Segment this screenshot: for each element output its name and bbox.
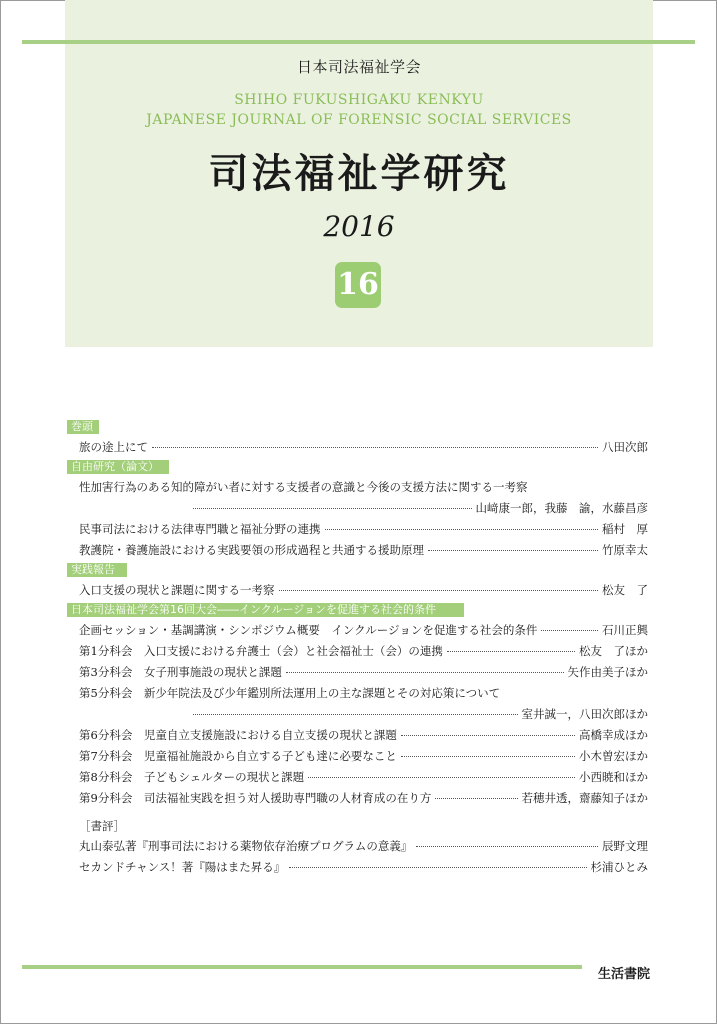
entry-title: 第7分科会 児童福祉施設から自立する子ども達に必要なこと	[79, 749, 397, 763]
toc-entry	[67, 790, 648, 806]
entry-title: 民事司法における法律専門職と福祉分野の連携	[79, 522, 321, 536]
english-title: JAPANESE JOURNAL OF FORENSIC SOCIAL SERVICES	[146, 112, 572, 128]
section-conference: 日本司法福祉学会第16回大会――インクルージョンを促進する社会的条件	[67, 603, 464, 617]
entry-author: 小西暁和ほか	[579, 770, 648, 784]
entry-title: 丸山泰弘著『刑事司法における薬物依存治療プログラムの意義』	[79, 839, 413, 853]
romanized-title: SHIHO FUKUSHIGAKU KENKYU	[234, 92, 484, 108]
entry-title: 第3分科会 女子刑事施設の現状と課題	[79, 665, 282, 679]
leader-dots	[435, 798, 517, 799]
toc-entry-continuation	[67, 500, 648, 516]
section-research: 自由研究（論文）	[67, 460, 169, 474]
leader-dots	[279, 590, 599, 591]
toc-entry	[67, 643, 648, 659]
top-rule	[22, 40, 695, 44]
leader-dots	[401, 735, 575, 736]
toc-entry-continuation	[67, 706, 648, 722]
toc-entry	[67, 521, 648, 537]
entry-author: 松友 了ほか	[579, 644, 648, 658]
volume-badge: 16	[335, 262, 381, 308]
entry-title: 第6分科会 児童自立支援施設における自立支援の現状と課題	[79, 728, 397, 742]
entry-title: 第1分科会 入口支援における弁護士（会）と社会福祉士（会）の連携	[79, 644, 443, 658]
entry-author: 杉浦ひとみ	[590, 860, 648, 874]
section-foreword: 巻頭言	[67, 420, 99, 434]
leader-dots	[193, 508, 472, 509]
leader-dots	[428, 550, 598, 551]
entry-title: 企画セッション・基調講演・シンポジウム概要 インクルージョンを促進する社会的条件	[79, 623, 538, 637]
toc-entry	[67, 582, 648, 598]
leader-dots	[541, 630, 598, 631]
bottom-rule	[22, 965, 582, 969]
entry-author: 稲村 厚	[602, 522, 648, 536]
leader-dots	[447, 651, 575, 652]
section-practice: 実践報告	[67, 563, 127, 577]
entry-author: 辰野文理	[602, 839, 648, 853]
leader-dots	[286, 672, 564, 673]
entry-author: 高橋幸成ほか	[579, 728, 648, 742]
toc-entry	[67, 439, 648, 455]
entry-title: 第8分科会 子どもシェルターの現状と課題	[79, 770, 305, 784]
publisher-name: 生活書院	[598, 967, 651, 982]
leader-dots	[325, 529, 599, 530]
entry-author: 石川正興	[602, 623, 648, 637]
toc-entry	[67, 769, 648, 785]
leader-dots	[193, 714, 518, 715]
entry-title: 旅の途上にて	[79, 440, 148, 454]
toc-entry	[67, 542, 648, 558]
entry-author: 八田次郎	[602, 440, 648, 454]
table-of-contents	[67, 420, 648, 880]
leader-dots	[401, 756, 575, 757]
year: 2016	[323, 210, 395, 243]
leader-dots	[289, 867, 586, 868]
entry-title: 教護院・養護施設における実践要領の形成過程と共通する援助原理	[79, 543, 424, 557]
section-reviews: ［書評］	[79, 819, 125, 833]
entry-author: 室井誠一，八田次郎ほか	[521, 707, 648, 721]
entry-author: 矢作由美子ほか	[567, 665, 648, 679]
entry-title: 第5分科会 新少年院法及び少年鑑別所法運用上の主な課題とその対応策について	[79, 686, 501, 700]
entry-author: 竹原幸太	[602, 543, 648, 557]
leader-dots	[152, 447, 598, 448]
toc-entry	[67, 748, 648, 764]
entry-title: 入口支援の現状と課題に関する一考察	[79, 583, 275, 597]
entry-author: 小木曽宏ほか	[579, 749, 648, 763]
entry-author: 山﨑康一郎，我藤 諭，水藤昌彦	[475, 501, 648, 515]
journal-title: 司法福祉学研究	[208, 150, 510, 197]
toc-entry	[67, 479, 648, 495]
toc-entry	[67, 859, 648, 875]
leader-dots	[308, 777, 575, 778]
toc-entry	[67, 622, 648, 638]
entry-author: 若穂井透，齋藤知子ほか	[521, 791, 648, 805]
entry-title: 第9分科会 司法福祉実践を担う対人援助専門職の人材育成の在り方	[79, 791, 432, 805]
toc-entry	[67, 838, 648, 854]
toc-entry	[67, 685, 648, 701]
society-name: 日本司法福祉学会	[296, 58, 421, 76]
entry-title: セカンドチャンス！著『陽はまた昇る』	[79, 860, 286, 874]
leader-dots	[416, 846, 598, 847]
entry-author: 松友 了	[602, 583, 648, 597]
entry-title: 性加害行為のある知的障がい者に対する支援者の意識と今後の支援方法に関する一考察	[79, 480, 528, 494]
toc-entry	[67, 664, 648, 680]
toc-entry	[67, 727, 648, 743]
